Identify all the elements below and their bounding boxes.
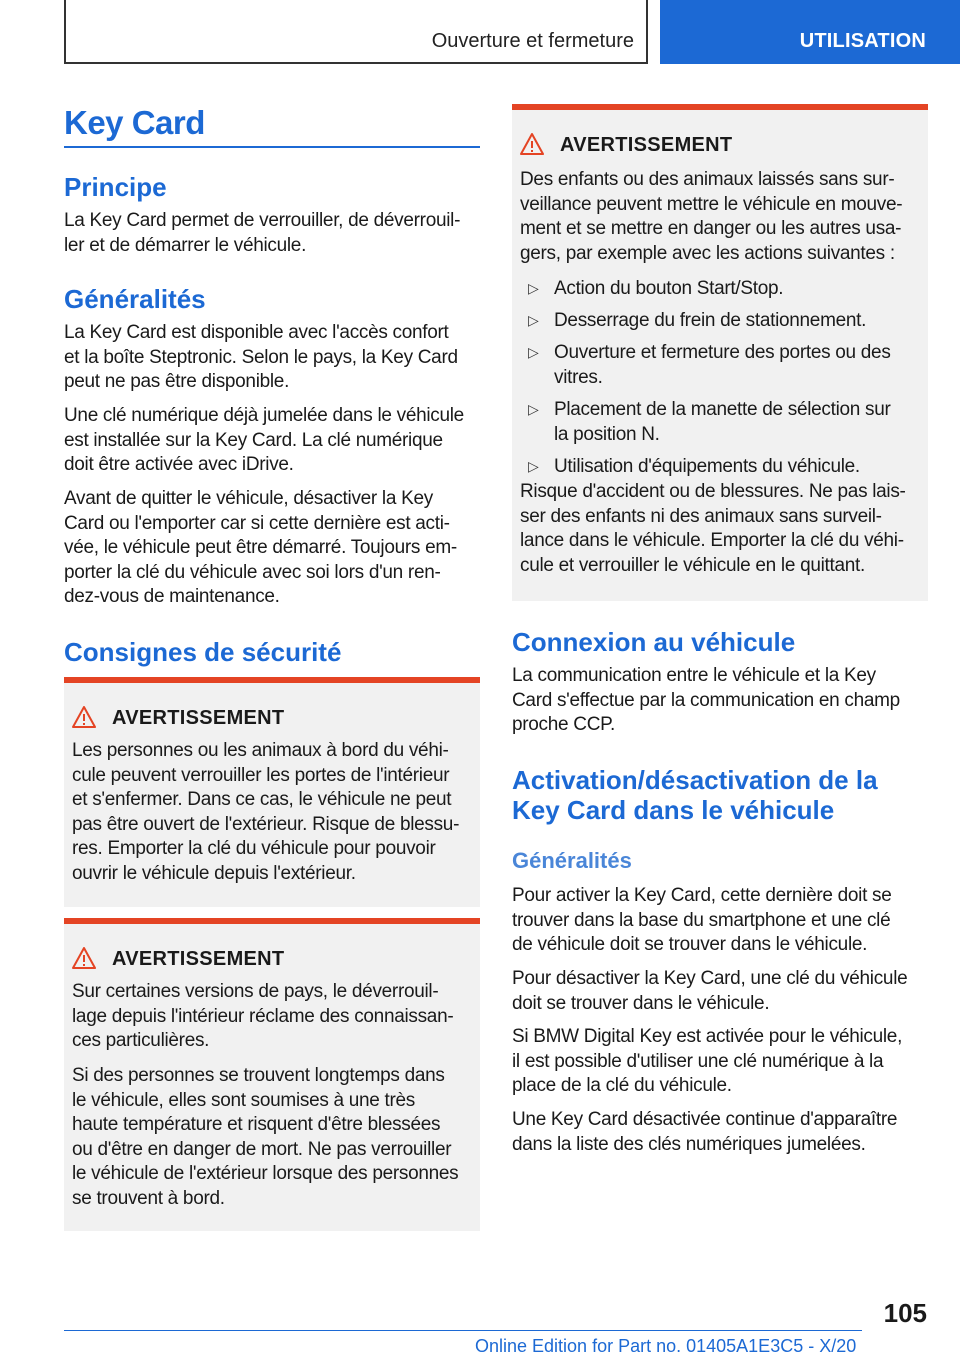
general-paragraph-1: La Key Card est disponible avec l'accès confort et la boîte Steptronic. Selon le pays, la Key Card peut ne pas être disponible.	[64, 322, 458, 392]
principle-text: La Key Card permet de verrouiller, de déverrouil- ler et de démarrer le véhicule.	[64, 210, 461, 256]
header-section-box	[64, 0, 648, 64]
list-item: ▷ Utilisation d'équipements du véhicule.	[528, 456, 860, 477]
heading-general: Généralités	[64, 284, 206, 314]
warning-box-2	[64, 918, 480, 1231]
warning-3-bullet-list	[520, 276, 924, 479]
warning-2-paragraph-1: Sur certaines versions de pays, le déverrouil- lage depuis l'intérieur réclame des connaissan- ces particulières.	[72, 981, 454, 1051]
triangle-bullet-icon: ▷	[528, 401, 539, 417]
general-paragraph-2: Une clé numérique déjà jumelée dans le véhicule est installée sur la Key Card. La clé numérique doit être activée avec iDrive.	[64, 405, 464, 475]
warning-2-paragraph-2: Si des personnes se trouvent longtemps dans le véhicule, elles sont soumises à une très haute température et risquent d'être blessées ou d'être en danger de mort. Ne pas verrouiller le véhicule de l'extérieur lorsque des personnes se trouvent à bord.	[72, 1065, 459, 1209]
page-number: 105	[883, 1298, 927, 1328]
activation-paragraph-4: Une Key Card désactivée continue d'apparaître dans la liste des clés numériques jumelées.	[512, 1109, 898, 1155]
activation-paragraph-1: Pour activer la Key Card, cette dernière doit se trouver dans la base du smartphone et une clé de véhicule doit se trouver dans le véhicule.	[512, 885, 892, 955]
list-item: ▷ Action du bouton Start/Stop.	[528, 278, 784, 299]
page-title: Key Card	[64, 104, 205, 141]
heading-principle: Principe	[64, 172, 167, 202]
triangle-bullet-icon: ▷	[528, 344, 539, 360]
heading-activation: Activation/désactivation de la Key Card dans le véhicule	[512, 765, 878, 825]
activation-paragraph-3: Si BMW Digital Key est activée pour le véhicule, il est possible d'utiliser une clé numérique à la place de la clé du véhicule.	[512, 1026, 903, 1096]
footer-divider	[64, 1330, 862, 1331]
activation-paragraph-2: Pour désactiver la Key Card, une clé du véhicule doit se trouver dans le véhicule.	[512, 968, 908, 1014]
warning-header	[72, 705, 472, 733]
warning-label: AVERTISSEMENT	[112, 948, 285, 970]
general-paragraph-3: Avant de quitter le véhicule, désactiver la Key Card ou l'emporter car si cette dernière est acti- vée, le véhicule peut être démarré. Toujours em- porter la clé du véhicule avec soi lors d'un ren- dez-vous de maintenance.	[64, 488, 457, 607]
warning-triangle-icon	[72, 946, 96, 970]
footer-edition: Online Edition for Part no. 01405A1E3C5 - X/20	[475, 1336, 857, 1356]
triangle-bullet-icon: ▷	[528, 280, 539, 296]
warning-box-1	[64, 677, 480, 907]
header-chapter-title: UTILISATION	[799, 30, 926, 52]
warning-triangle-icon	[72, 705, 96, 729]
list-item: ▷ Desserrage du frein de stationnement.	[528, 310, 867, 331]
warning-3-intro: Des enfants ou des animaux laissés sans sur- veillance peuvent mettre le véhicule en mouve- ment et se mettre en danger ou les autres usa- gers, par exemple avec les actions suivantes :	[520, 169, 903, 264]
header-chapter-tab	[660, 0, 960, 64]
warning-header	[520, 132, 920, 160]
list-item: ▷ Ouverture et fermeture des portes ou des vitres.	[528, 342, 891, 388]
header-section-title: Ouverture et fermeture	[431, 30, 634, 52]
triangle-bullet-icon: ▷	[528, 312, 539, 328]
subheading-general: Généralités	[512, 848, 632, 873]
warning-1-text: Les personnes ou les animaux à bord du véhi- cule peuvent verrouiller les portes de l'intérieur et s'enfermer. Dans ce cas, le véhicule ne peut pas être ouvert de l'extérieur. Risque de blessu- res. Emporter la clé du véhicule pour pouvoir ouvrir le véhicule depuis l'extérieur.	[72, 740, 460, 884]
heading-connection: Connexion au véhicule	[512, 627, 796, 657]
title-underline	[64, 146, 480, 148]
list-item: ▷ Placement de la manette de sélection sur la position N.	[528, 399, 891, 445]
warning-triangle-icon	[520, 132, 544, 156]
warning-box-3	[512, 104, 928, 601]
warning-label: AVERTISSEMENT	[112, 707, 285, 729]
triangle-bullet-icon: ▷	[528, 458, 539, 474]
connection-text: La communication entre le véhicule et la Key Card s'effectue par la communication en champ proche CCP.	[512, 665, 900, 735]
warning-3-outro: Risque d'accident ou de blessures. Ne pas lais- ser des enfants ni des animaux sans surveil- lance dans le véhicule. Emporter la clé du véhi- cule et verrouiller le véhicule en le quittant.	[520, 481, 906, 576]
warning-label: AVERTISSEMENT	[560, 134, 733, 156]
warning-header	[72, 946, 472, 974]
heading-safety: Consignes de sécurité	[64, 637, 342, 667]
